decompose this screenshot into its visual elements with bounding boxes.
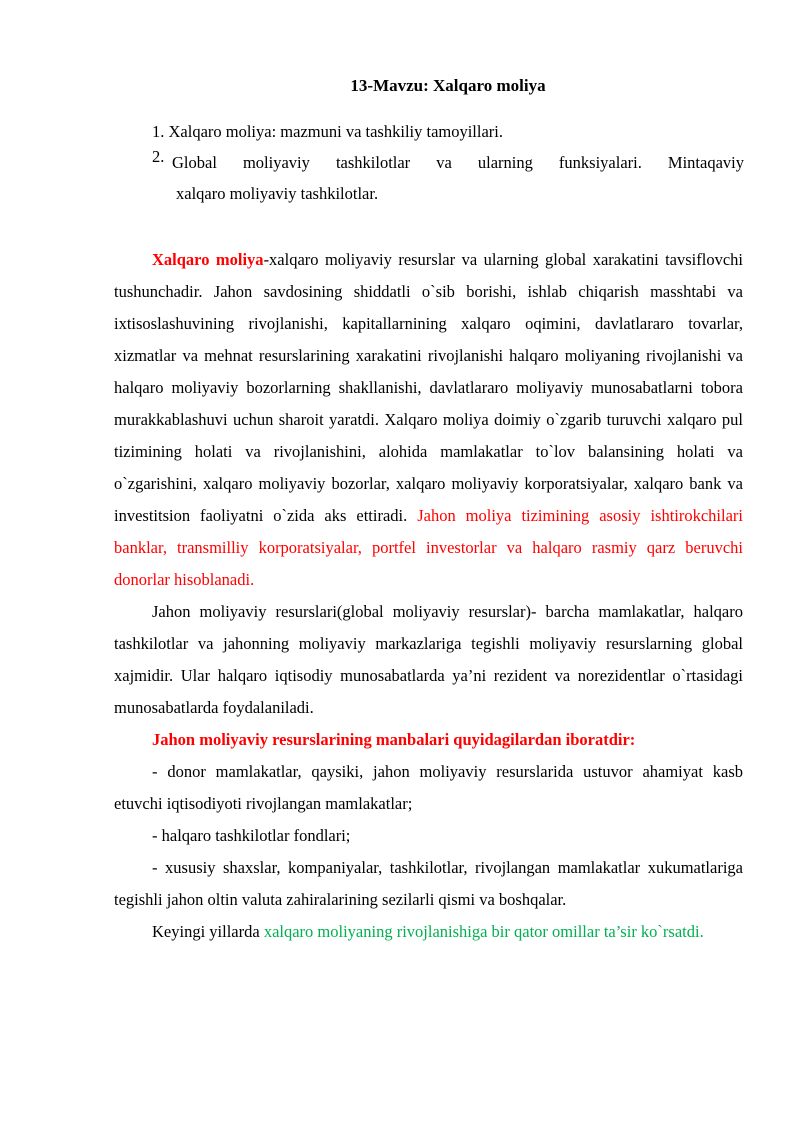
plan-item-2-line1: Global moliyaviy tashkilotlar va ularning funksiyalari. Mintaqaviy bbox=[172, 153, 744, 172]
recent-years-text: Keyingi yillarda bbox=[152, 922, 264, 941]
document-body bbox=[114, 244, 743, 948]
term-xalqaro-moliya: Xalqaro moliya bbox=[152, 250, 264, 269]
sources-heading: Jahon moliyaviy resurslarining manbalari quyidagilardan iboratdir: bbox=[152, 730, 636, 749]
paragraph-recent-years bbox=[114, 916, 743, 948]
highlighted-factors: xalqaro moliyaning rivojlanishiga bir qator omillar ta’sir ko`rsatdi. bbox=[263, 922, 704, 941]
plan-item-2 bbox=[152, 147, 744, 209]
page-title: 13-Mavzu: Xalqaro moliya bbox=[350, 76, 546, 95]
plan-item-1: 1. Xalqaro moliya: mazmuni va tashkiliy tamoyillari. bbox=[152, 122, 504, 141]
plan-list bbox=[152, 116, 744, 147]
paragraph-resources: Jahon moliyaviy resurslari(global moliyaviy resurslar)- barcha mamlakatlar, halqaro tashkilotlar va jahonning moliyaviy markazlariga tegishli moliyaviy resurslarning global xajmidir. Ular halqaro iqtisodiy munosabatlarda ya’ni rezident va norezidentlar o`rtasidagi munosabatlarda foydalaniladi. bbox=[114, 602, 743, 717]
definition-text: -xalqaro moliyaviy resurslar va ularning global xarakatini tavsiflovchi tushunchadir. Jahon savdosining shiddatli o`sib borishi, ishlab chiqarish masshtabi va ixtisoslashuvining rivojlanishi, kapitallarnining xalqaro oqimini, davlatlararo tovarlar, xizmatlar va mehnat resurslarining xarakatini rivojlanishi halqaro moliyaning rivojlanishi va halqaro moliyaviy bozorlarning shakllanishi, davlatlararo moliyaviy munosabatlarni tobora murakkablashuvi uchun sharoit yaratdi. Xalqaro moliya doimiy o`zgarib turuvchi xalqaro pul tizimining holati va rivojlanishini, alohida mamlakatlar to`lov balansining holati va o`zgarishini, xalqaro moliyaviy bozorlar, xalqaro moliyaviy korporatsiyalar, xalqaro bank va investitsion faoliyatni o`zida aks ettiradi. bbox=[114, 250, 743, 525]
list-item: - xususiy shaxslar, kompaniyalar, tashkilotlar, rivojlangan mamlakatlar xukumatlariga tegishli jahon oltin valuta zahiralarining sezilarli qismi va boshqalar. bbox=[114, 858, 743, 909]
list-item: - donor mamlakatlar, qaysiki, jahon moliyaviy resurslarida ustuvor ahamiyat kasb etuvchi iqtisodiyoti rivojlangan mamlakatlar; bbox=[114, 762, 743, 813]
plan-item-2-number: 2. bbox=[152, 147, 165, 166]
highlighted-participants: Jahon moliya tizimining asosiy ishtirokchilari banklar, transmilliy korporatsiyalar, portfel investorlar va halqaro rasmiy qarz beruvchi donorlar hisoblanadi. bbox=[114, 506, 744, 589]
paragraph-definition bbox=[114, 244, 743, 596]
list-item: - halqaro tashkilotlar fondlari; bbox=[152, 826, 351, 845]
plan-item-2-line2: xalqaro moliyaviy tashkilotlar. bbox=[176, 184, 379, 203]
